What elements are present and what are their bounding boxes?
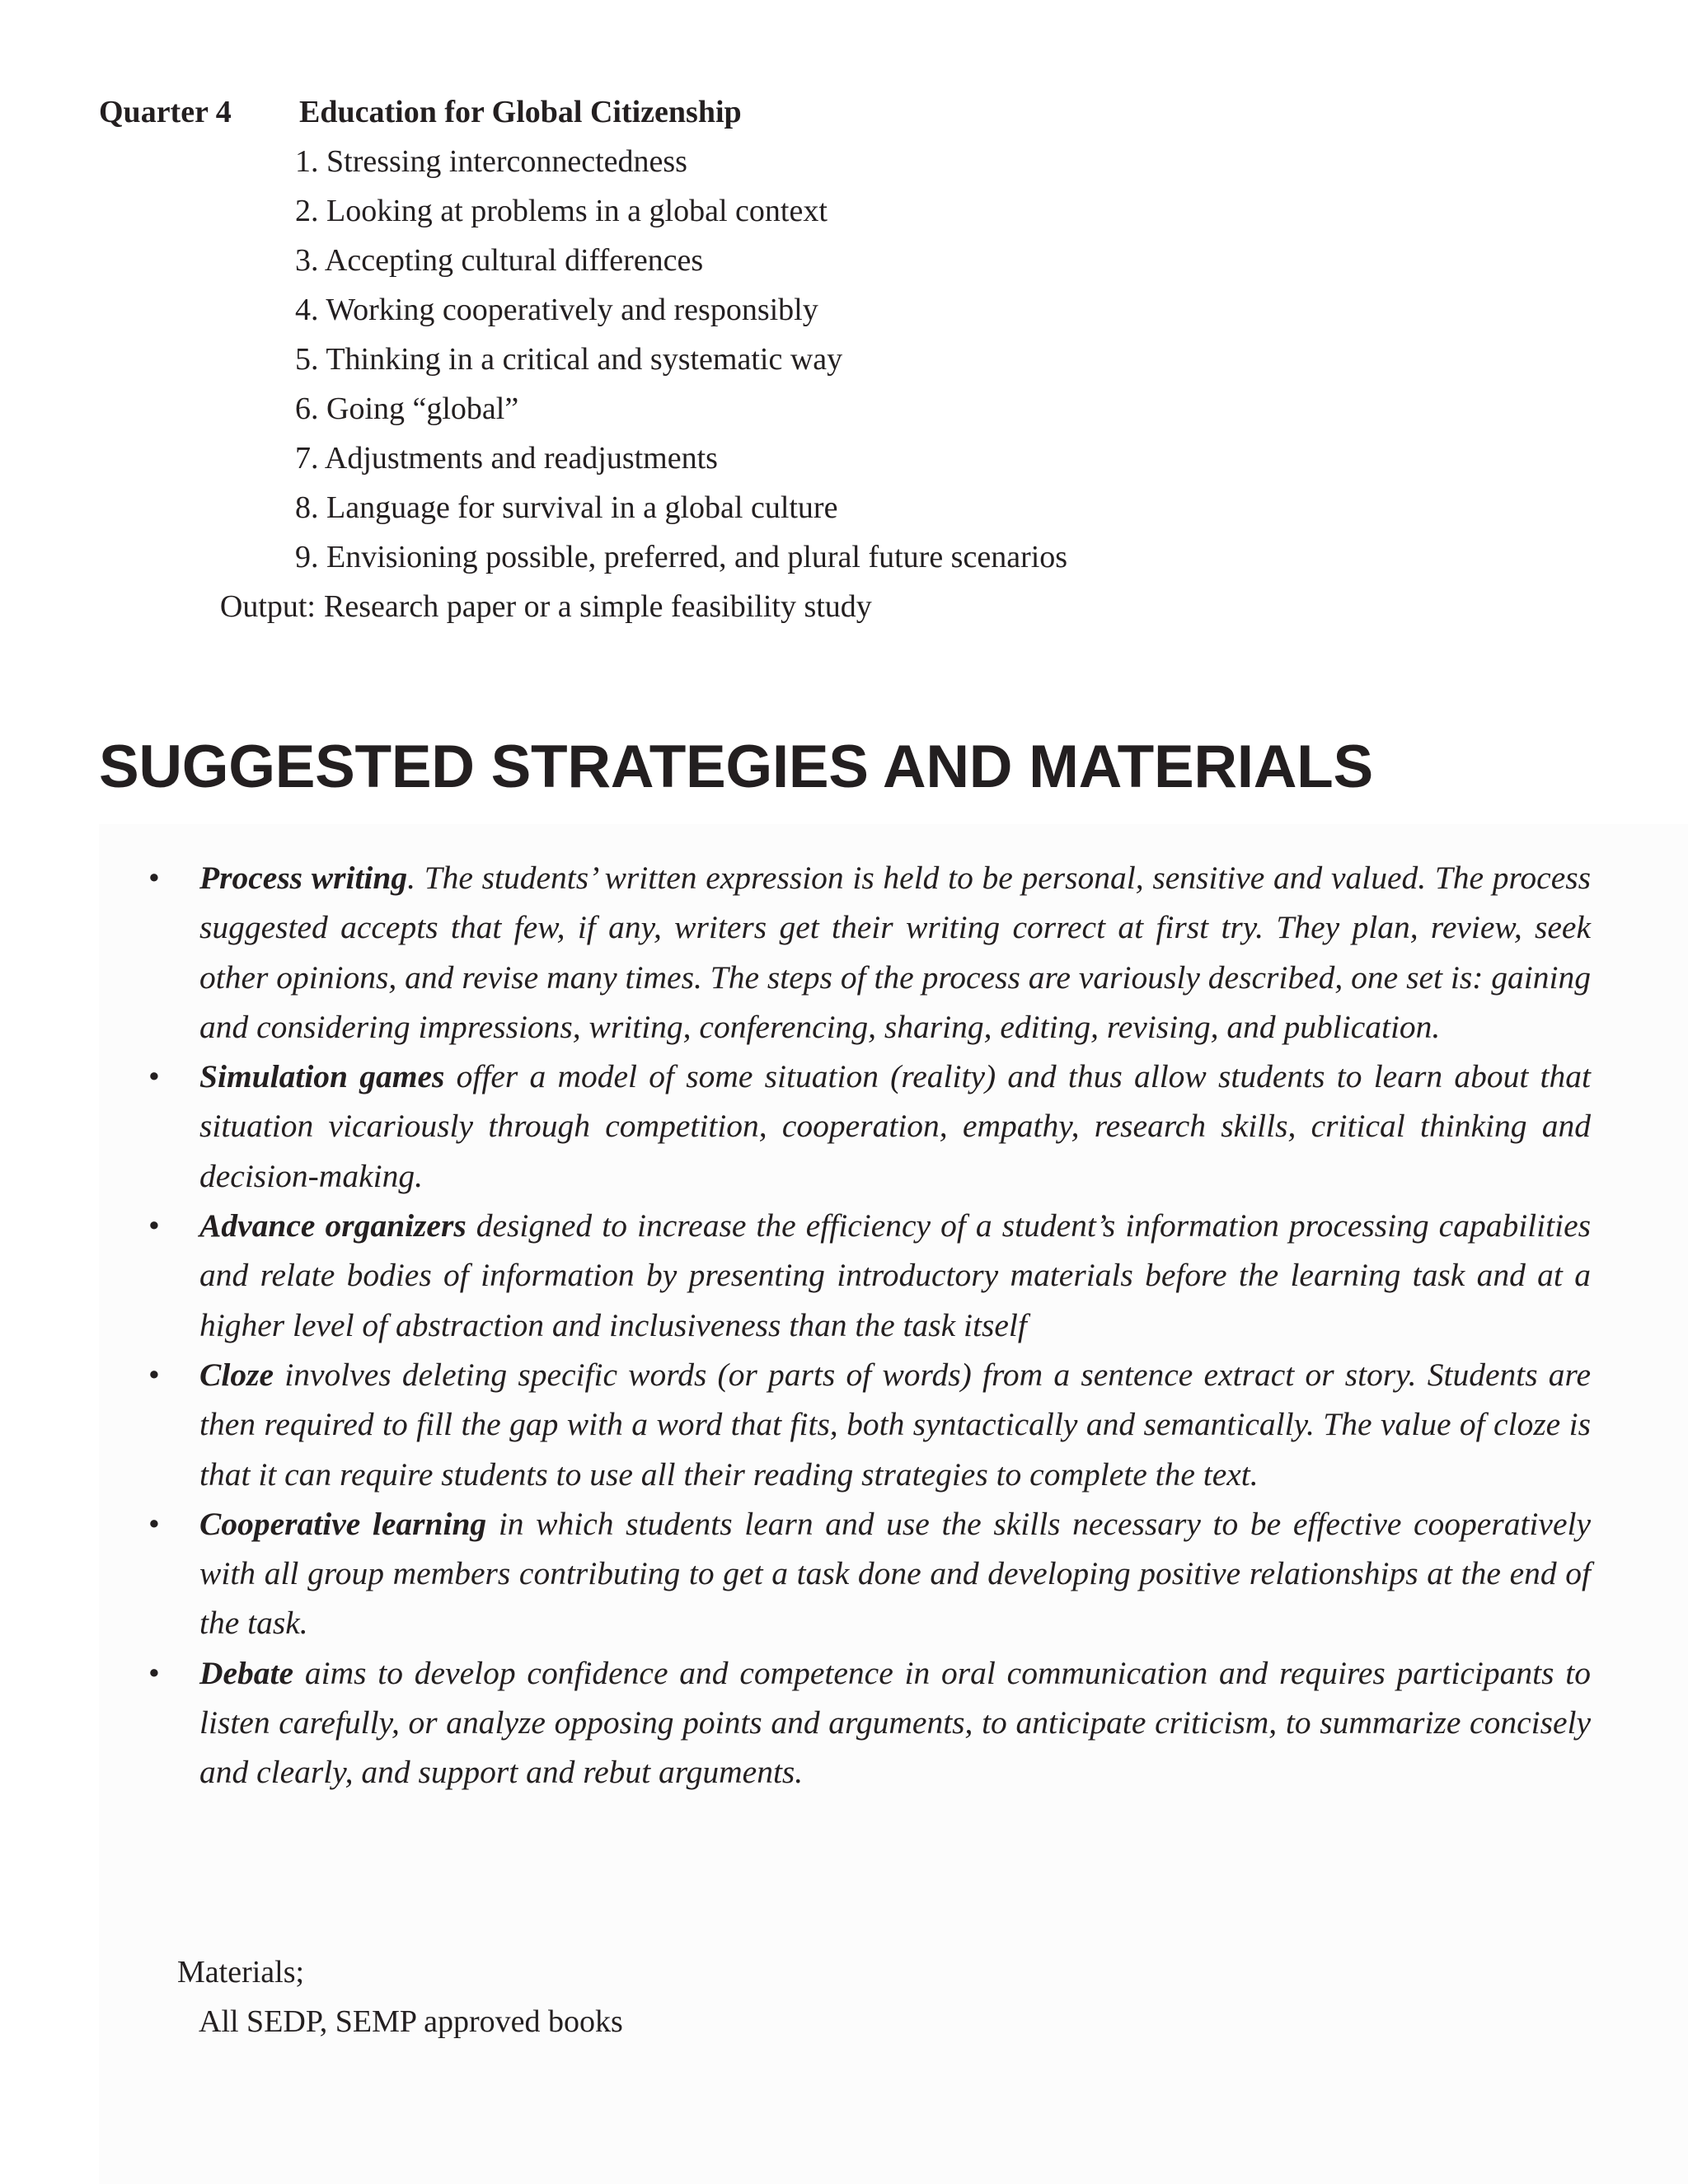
materials-item: All SEDP, SEMP approved books xyxy=(199,2004,623,2039)
bullet-icon: • xyxy=(148,860,160,896)
bullet-icon: • xyxy=(148,1058,160,1095)
topic-item: 6. Going “global” xyxy=(295,391,519,426)
strategy-term: Advance organizers xyxy=(199,1207,467,1244)
strategy-description: involves deleting specific words (or parts of words) from a sentence extract or story. Students are then required to fill the gap with a word that fits, both syntactically and semantically. The value of cloze is that it can require students to use all their reading strategies to complete the text. xyxy=(199,1356,1591,1493)
topic-item: 1. Stressing interconnectedness xyxy=(295,144,687,179)
materials-label: Materials; xyxy=(177,1955,305,1990)
materials-block xyxy=(177,1947,623,2046)
strategy-item xyxy=(148,1052,1591,1201)
topic-item: 9. Envisioning possible, preferred, and plural future scenarios xyxy=(295,540,1068,574)
strategy-list xyxy=(148,853,1591,1797)
strategy-item xyxy=(148,1201,1591,1350)
bullet-icon: • xyxy=(148,1207,160,1244)
quarter-block xyxy=(99,87,1253,631)
topic-item: 7. Adjustments and readjustments xyxy=(295,441,718,476)
quarter-heading xyxy=(99,87,1253,137)
strategy-item xyxy=(148,1648,1591,1797)
strategy-description: . The students’ written expression is held to be personal, sensitive and valued. The process suggested accepts that few, if any, writers get their writing correct at first try. They plan, review, seek other opinions, and revise many times. The steps of the process are variously described, one set is: gaining and considering impressions, writing, conferencing, sharing, editing, revising, and publication. xyxy=(199,860,1591,1045)
quarter-label: Quarter 4 xyxy=(99,95,232,129)
strategy-item xyxy=(148,1350,1591,1499)
topic-list xyxy=(99,137,1253,582)
topic-item: 4. Working cooperatively and responsibly xyxy=(295,293,818,327)
bullet-icon: • xyxy=(148,1505,160,1542)
strategy-description: offer a model of some situation (reality) and thus allow students to learn about that situation vicariously through competition, cooperation, empathy, research skills, critical thinking and decision-making. xyxy=(199,1058,1591,1194)
strategy-item xyxy=(148,1499,1591,1648)
topic-item: 8. Language for survival in a global culture xyxy=(295,490,838,525)
topic-item: 2. Looking at problems in a global context xyxy=(295,194,828,228)
strategy-item xyxy=(148,853,1591,1052)
strategy-term: Cloze xyxy=(199,1356,274,1393)
strategy-description: aims to develop confidence and competence in oral communication and requires participants to listen carefully, or analyze opposing points and arguments, to anticipate criticism, to summarize concisely and clearly, and support and rebut arguments. xyxy=(199,1654,1591,1791)
strategy-description: in which students learn and use the skills necessary to be effective cooperatively with all group members contributing to get a task done and developing positive relationships at the end of the task. xyxy=(199,1505,1591,1642)
strategy-term: Simulation games xyxy=(199,1058,445,1095)
topic-item: 5. Thinking in a critical and systematic way xyxy=(295,342,843,377)
section-title: SUGGESTED STRATEGIES AND MATERIALS xyxy=(99,733,1373,800)
quarter-title: Education for Global Citizenship xyxy=(299,95,742,129)
output-text: Research paper or a simple feasibility study xyxy=(324,589,872,624)
strategy-term: Debate xyxy=(199,1654,294,1691)
strategy-description: designed to increase the efficiency of a student’s information processing capabilities and relate bodies of information by presenting introductory materials before the learning task and at a higher level of abstraction and inclusiveness than the task itself xyxy=(199,1207,1591,1343)
topic-item: 3. Accepting cultural differences xyxy=(295,243,704,278)
output-label: Output: xyxy=(219,589,316,624)
strategy-term: Cooperative learning xyxy=(199,1505,487,1542)
output-line xyxy=(99,582,1253,631)
bullet-icon: • xyxy=(148,1654,160,1691)
strategy-term: Process writing xyxy=(199,860,408,896)
bullet-icon: • xyxy=(148,1356,160,1393)
